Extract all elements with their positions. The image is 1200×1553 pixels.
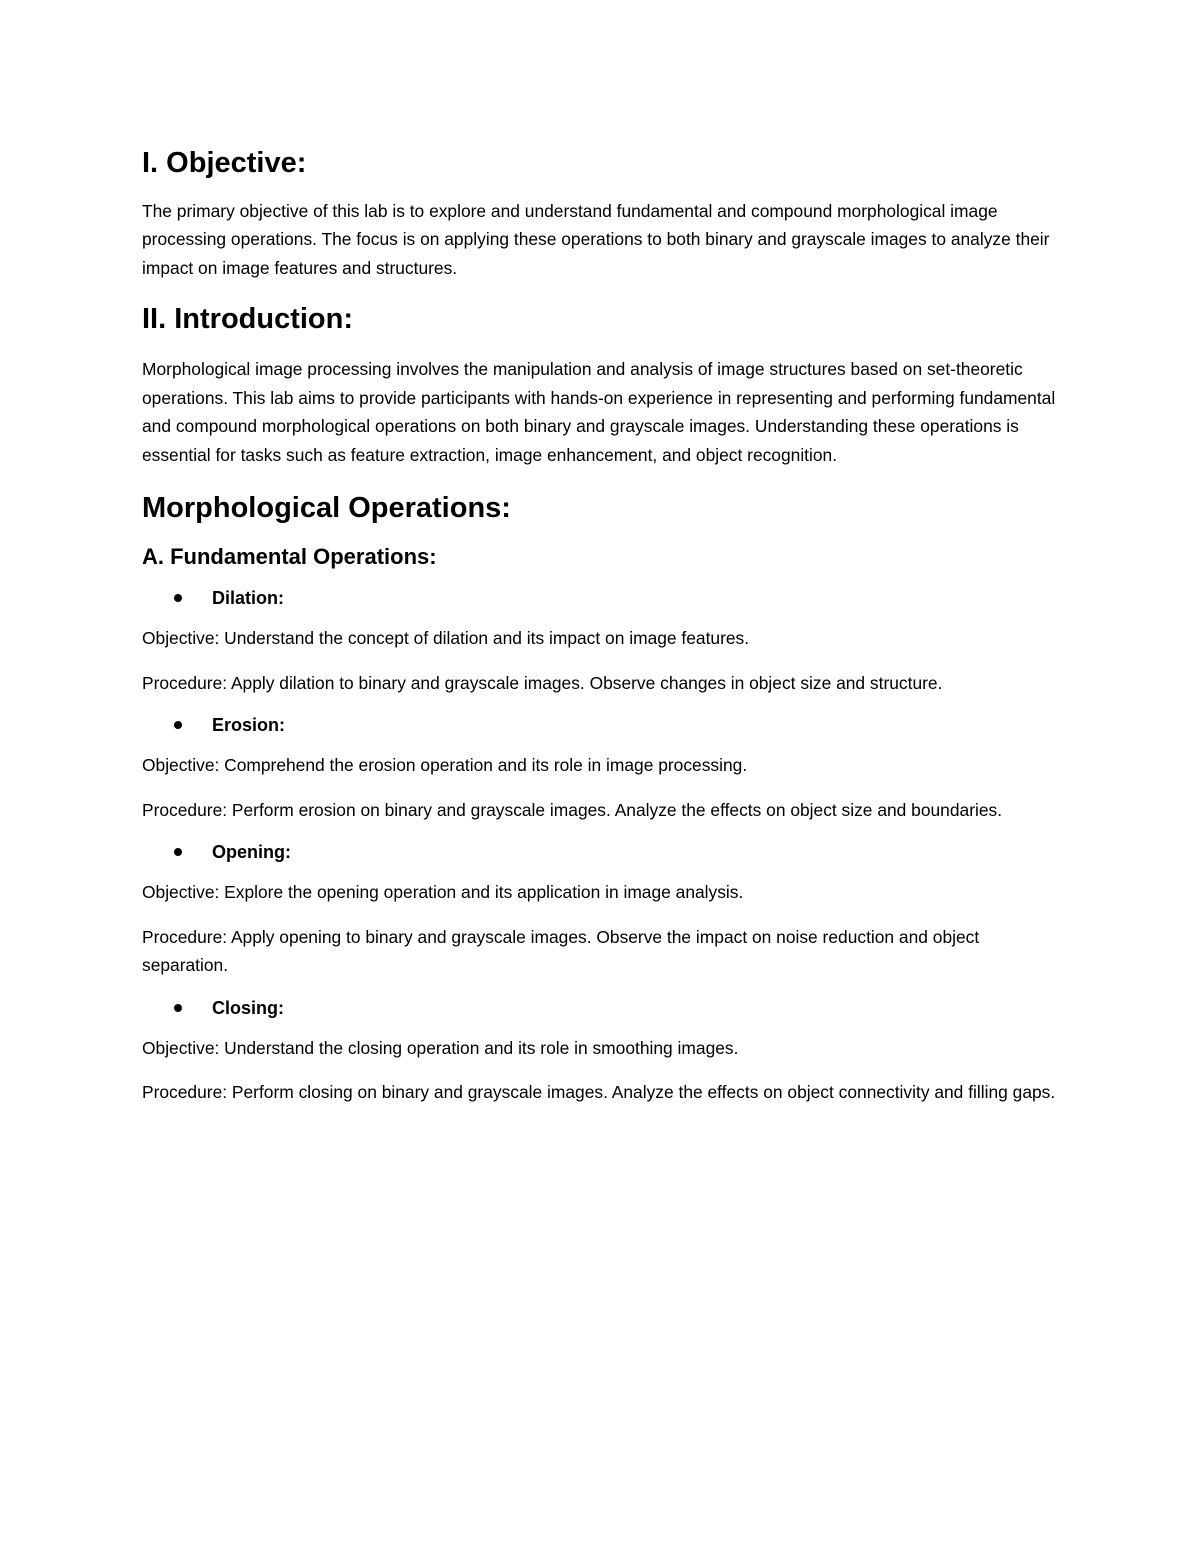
fundamental-operations-heading: A. Fundamental Operations: (142, 543, 437, 569)
bullet-erosion (174, 711, 1062, 739)
bullet-dot-icon (174, 721, 182, 729)
bullet-opening (174, 838, 1062, 866)
operation-name: Erosion: (212, 715, 286, 736)
closing-objective: Objective: Understand the closing operation and its role in smoothing images. (142, 1037, 739, 1058)
bullet-dilation (174, 584, 1062, 612)
objective-heading: I. Objective: (142, 147, 307, 179)
morphological-operations-heading: Morphological Operations: (142, 492, 511, 525)
introduction-heading: II. Introduction: (142, 303, 354, 336)
objective-paragraph: The primary objective of this lab is to explore and understand fundamental and compound morphological image processing operations. The focus is on applying these operations to both binary and grayscale images to analyze their impact on image features and structures. (142, 200, 1050, 278)
operation-name: Dilation: (212, 588, 284, 609)
opening-procedure: Procedure: Apply opening to binary and grayscale images. Observe the impact on noise reduction and object separation. (142, 926, 980, 976)
operation-name: Closing: (212, 997, 284, 1018)
bullet-dot-icon (174, 848, 182, 856)
closing-procedure: Procedure: Perform closing on binary and grayscale images. Analyze the effects on object connectivity and filling gaps. (142, 1082, 1056, 1103)
bullet-closing (174, 994, 1062, 1022)
erosion-objective: Objective: Comprehend the erosion operation and its role in image processing. (142, 755, 748, 776)
bullet-dot-icon (174, 594, 182, 602)
opening-objective: Objective: Explore the opening operation and its application in image analysis. (142, 882, 744, 903)
operation-name: Opening: (212, 842, 291, 863)
dilation-procedure: Procedure: Apply dilation to binary and grayscale images. Observe changes in object size and structure. (142, 672, 943, 693)
bullet-dot-icon (174, 1004, 182, 1012)
document-content (142, 140, 1062, 1107)
dilation-objective: Objective: Understand the concept of dilation and its impact on image features. (142, 628, 750, 649)
introduction-paragraph: Morphological image processing involves the manipulation and analysis of image structures based on set-theoretic operations. This lab aims to provide participants with hands-on experience in representing and performing fundamental and compound morphological operations on both binary and grayscale images. Understanding these operations is essential for tasks such as feature extraction, image enhancement, and object recognition. (142, 359, 1056, 465)
erosion-procedure: Procedure: Perform erosion on binary and grayscale images. Analyze the effects on object size and boundaries. (142, 799, 1003, 820)
